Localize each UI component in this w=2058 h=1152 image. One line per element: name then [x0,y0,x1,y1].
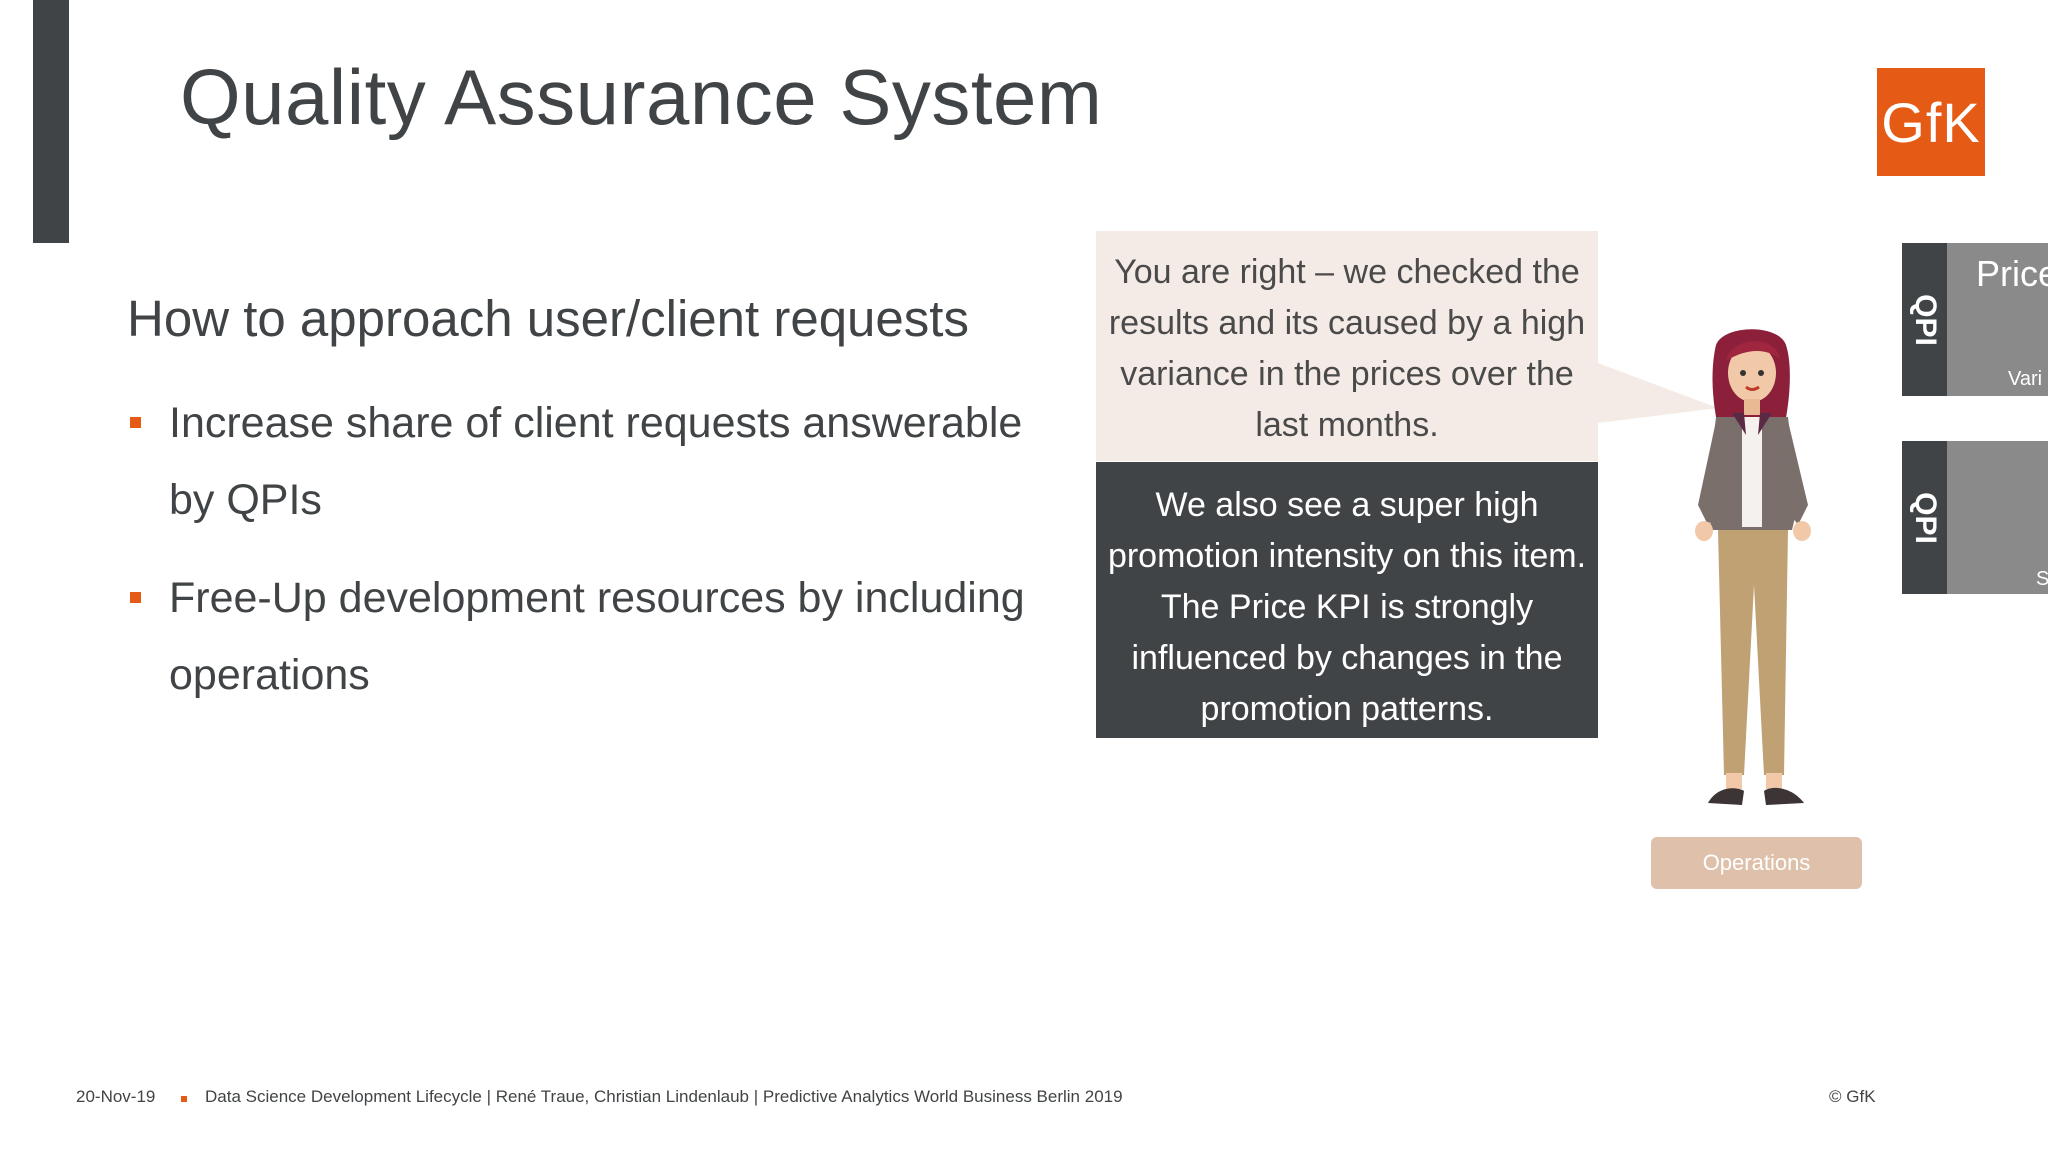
qpi-strip-label: QPI [1908,491,1942,544]
bullet-list [127,385,1067,735]
qpi-strip-label: QPI [1908,293,1942,346]
gfk-logo: GfK [1877,68,1985,176]
bullet-square-icon [130,592,141,603]
qpi-strip [1902,243,1947,396]
qpi-card-title: Price [1976,253,2058,294]
qpi-card-price[interactable] [1902,243,2058,396]
qpi-card-subtitle: S [2036,568,2050,590]
footer-separator-icon [181,1096,187,1102]
speech-bubble-response: You are right – we checked the results and its caused by a high variance in the prices over the last months. [1096,231,1598,461]
footer-text: Data Science Development Lifecycle | René Traue, Christian Lindenlaub | Predictive Analytics World Business Berlin 2019 [205,1087,1123,1106]
qpi-card-second[interactable] [1902,441,2048,594]
footer-date: 20-Nov-19 [76,1087,156,1106]
bullet-item [127,560,1067,714]
qpi-strip [1902,441,1947,594]
slide-title: Quality Assurance System [180,53,1103,141]
bullet-text: Free-Up development resources by including operations [169,574,1025,699]
bullet-item [127,385,1067,539]
operations-person-illustration [1668,325,1838,830]
qpi-card-subtitle: Vari [2008,368,2043,390]
bullet-text: Increase share of client requests answerable by QPIs [169,399,1023,524]
operations-role-button[interactable]: Operations [1651,837,1862,889]
bullet-square-icon [130,417,141,428]
left-accent-bar [33,0,69,243]
speech-bubble-followup: We also see a super high promotion intensity on this item. The Price KPI is strongly influenced by changes in the promotion patterns. [1096,462,1598,738]
footer-copyright: © GfK [1829,1087,1876,1106]
section-subtitle: How to approach user/client requests [127,290,969,347]
